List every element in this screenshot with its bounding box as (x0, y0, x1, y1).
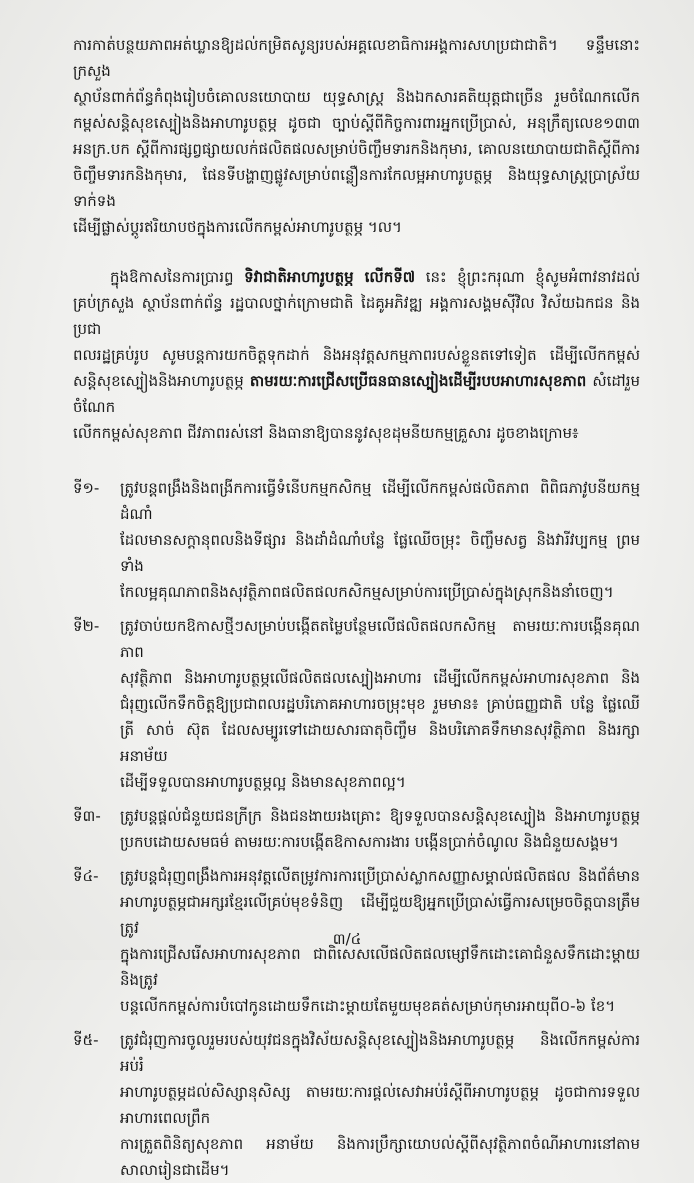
item-line: បន្តលើកកម្ពស់ការបំបៅកូនដោយទឹកដោះម្តាយតែមួយមុខគត់សម្រាប់កុមារអាយុពី០-៦ ខែ។ (120, 997, 616, 1015)
line-text: ក្នុងឱកាសនៃការប្រារព្ធ (110, 268, 245, 286)
item-number: ទី១- (73, 479, 100, 497)
item-line: ការត្រួតពិនិត្យសុខភាព អនាម័យ និងការប្រឹក្សាយោបល់ស្តីពីសុវត្ថិភាពចំណីអាហារនៅតាម (120, 1135, 640, 1153)
item-line: ដើម្បីទទួលបានអាហារូបត្ថម្ភល្អ និងមានសុខភាពល្អ។ (120, 773, 406, 791)
item-line: ត្រូវចាប់យកឱកាសថ្មីៗសម្រាប់បង្កើតតម្លៃបន្ថែមលើផលិតផលកសិកម្ម តាមរយៈការបង្កើនគុណភាព (120, 617, 640, 661)
paragraph-line (73, 368, 640, 420)
appeal-paragraph (73, 264, 640, 446)
item-body (120, 613, 640, 795)
item-line: ត្រូវបន្តជំរុញពង្រឹងការអនុវត្តលើតម្រូវការការប្រើប្រាស់ស្លាកសញ្ញាសម្គាល់ផលិតផល និងព័ត៌មាន (120, 867, 640, 885)
bold-phrase: តាមរយៈការជ្រើសប្រើធនធានស្បៀងដើម្បីរបបអាហារសុខភាព (249, 372, 587, 390)
item-body (120, 803, 640, 855)
item-number: ទី២- (73, 617, 100, 635)
intro-paragraph (73, 32, 640, 240)
item-line: ត្រូវបន្តពង្រឹងនិងពង្រីកការធ្វើទំនើបកម្មកសិកម្ម ដើម្បីលើកកម្ពស់ផលិតភាព ពិពិធភាវូបនីយកម្មដំណាំ (120, 479, 640, 523)
numbered-list (73, 475, 640, 1183)
page-number: ៣/៤ (332, 930, 362, 948)
line-text: សំដៅរួមចំណែក (73, 372, 640, 416)
paragraph-line: អនក្រ.បក ស្តីពីការផ្សព្វផ្សាយលក់ផលិតផលសម្រាប់ចិញ្ចឹមទារកនិងកុមារ, គោលនយោបាយជាតិស្តីពីការ (73, 140, 640, 158)
item-line: ត្រី សាច់ ស៊ុត ដែលសម្បូរទៅដោយសារធាតុចិញ្ចឹម និងបរិភោគទឹកមានសុវត្ថិភាព និងរក្សាអនាម័យ (120, 721, 640, 765)
paragraph-line: ពលរដ្ឋគ្រប់រូប សូមបន្តការយកចិត្តទុកដាក់ និងអនុវត្តសកម្មភាពរបស់ខ្លួនតទៅទៀត ដើម្បីលើកកម្ពស់ (73, 346, 640, 364)
item-line: អាហារូបត្ថម្ភដល់សិស្សានុសិស្ស តាមរយៈការផ្តល់សេវាអប់រំស្តីពីអាហារូបត្ថម្ភ ដូចជាការទទួលអាហារពេលព្រឹក (120, 1083, 640, 1127)
paragraph-line: គ្រប់ក្រសួង ស្ថាប័នពាក់ព័ន្ធ រដ្ឋបាលថ្នាក់ក្រោមជាតិ ដៃគូអភិវឌ្ឍ អង្គការសង្គមស៊ីវិល វិស័យឯកជន និងប្រជា (73, 294, 640, 338)
item-line: ត្រូវបន្តផ្តល់ជំនួយជនក្រីក្រ និងជនងាយរងគ្រោះ ឱ្យទទួលបានសន្តិសុខស្បៀង និងអាហារូបត្ថម្ភ (120, 807, 640, 825)
list-item (73, 1027, 640, 1183)
paragraph-line: ស្ថាប័នពាក់ព័ន្ធកំពុងរៀបចំគោលនយោបាយ យុទ្ធសាស្ត្រ និងឯកសារគតិយុត្តជាច្រើន រួមចំណែកលើក (73, 88, 640, 106)
paragraph-line: ដើម្បីផ្លាស់ប្តូរឥរិយាបថក្នុងការលើកកម្ពស់អាហារូបត្ថម្ភ ។ល។ (73, 218, 402, 236)
item-line: ក្នុងការជ្រើសរើសអាហារសុខភាព ជាពិសេសលើផលិតផលម្សៅទឹកដោះគោជំនួសទឹកដោះម្តាយ និងត្រូវ (120, 945, 640, 989)
item-line: ត្រូវជំរុញការចូលរួមរបស់យុវជនក្នុងវិស័យសន្តិសុខស្បៀងនិងអាហារូបត្ថម្ភ និងលើកកម្ពស់ការអប់រំ (120, 1031, 640, 1075)
item-number: ទី៥- (73, 1031, 99, 1049)
item-line: ជំរុញលើកទឹកចិត្តឱ្យប្រជាពលរដ្ឋបរិភោគអាហារចម្រុះមុខ រួមមាន៖ គ្រាប់ធញ្ញជាតិ បន្លែ ផ្លែឈើ (120, 695, 640, 713)
item-body (120, 475, 640, 605)
list-item (73, 475, 640, 605)
bold-phrase: ទិវាជាតិអាហារូបត្ថម្ភ លើកទី៧ (244, 268, 416, 286)
list-item (73, 803, 640, 855)
item-line: ប្រកបដោយសមធម៌ តាមរយៈការបង្កើតឱកាសការងារ បង្កើនប្រាក់ចំណូល និងជំនួយសង្គម។ (120, 833, 619, 851)
item-number: ទី៣- (73, 807, 101, 825)
item-line: កែលម្អគុណភាពនិងសុវត្ថិភាពផលិតផលកសិកម្មសម្រាប់ការប្រើប្រាស់ក្នុងស្រុកនិងនាំចេញ។ (120, 583, 614, 601)
paragraph-line (73, 264, 640, 290)
paragraph-line: លើកកម្ពស់សុខភាព ជីវភាពរស់នៅ និងធានាឱ្យបាននូវសុខដុមនីយកម្មគ្រួសារ ដូចខាងក្រោម៖ (73, 424, 579, 442)
paragraph-line: ចិញ្ចឹមទារកនិងកុមារ, ផែនទីបង្ហាញផ្លូវសម្រាប់ពន្លឿនការកែលម្អអាហារូបត្ថម្ភ និងយុទ្ធសាស្ត្រប្រាស្រ័យទាក់ទង (73, 166, 640, 210)
paragraph-line: ការកាត់បន្ថយភាពអត់ឃ្លានឱ្យដល់កម្រិតសូន្យរបស់អគ្គលេខាធិការអង្គការសហប្រជាជាតិ។ ទន្ទឹមនោះ ក្រសួង (73, 36, 640, 80)
item-line: សាលារៀនជាដើម។ (120, 1161, 230, 1179)
document-page (73, 32, 640, 1183)
paragraph-line: កម្ពស់សន្តិសុខស្បៀងនិងអាហារូបត្ថម្ភ ដូចជា ច្បាប់ស្តីពីកិច្ចការពារអ្នកប្រើប្រាស់, អនុក្រឹត្យលេខ១៣៣ (73, 114, 640, 132)
line-text: សន្តិសុខស្បៀងនិងអាហារូបត្ថម្ភ (73, 372, 250, 390)
item-body (120, 1027, 640, 1183)
line-text: នេះ ខ្ញុំព្រះករុណា ខ្ញុំសូមអំពាវនាវដល់ (415, 268, 640, 286)
item-line: សុវត្ថិភាព និងអាហារូបត្ថម្ភលើផលិតផលស្បៀងអាហារ ដើម្បីលើកកម្ពស់អាហារសុខភាព និង (120, 669, 640, 687)
item-line: ដែលមានសក្តានុពលនិងទីផ្សារ និងដាំដំណាំបន្លែ ផ្លែឈើចម្រុះ ចិញ្ចឹមសត្វ និងវារីវប្បកម្ម ព្រមទាំង (120, 531, 640, 575)
item-number: ទី៤- (73, 867, 99, 885)
item-line: អាហារូបត្ថម្ភជាអក្សរខ្មែរលើគ្រប់មុខទំនិញ ដើម្បីជួយឱ្យអ្នកប្រើប្រាស់ធ្វើការសម្រេចចិត្តបានត្រឹមត្រូវ (120, 893, 640, 937)
list-item (73, 613, 640, 795)
